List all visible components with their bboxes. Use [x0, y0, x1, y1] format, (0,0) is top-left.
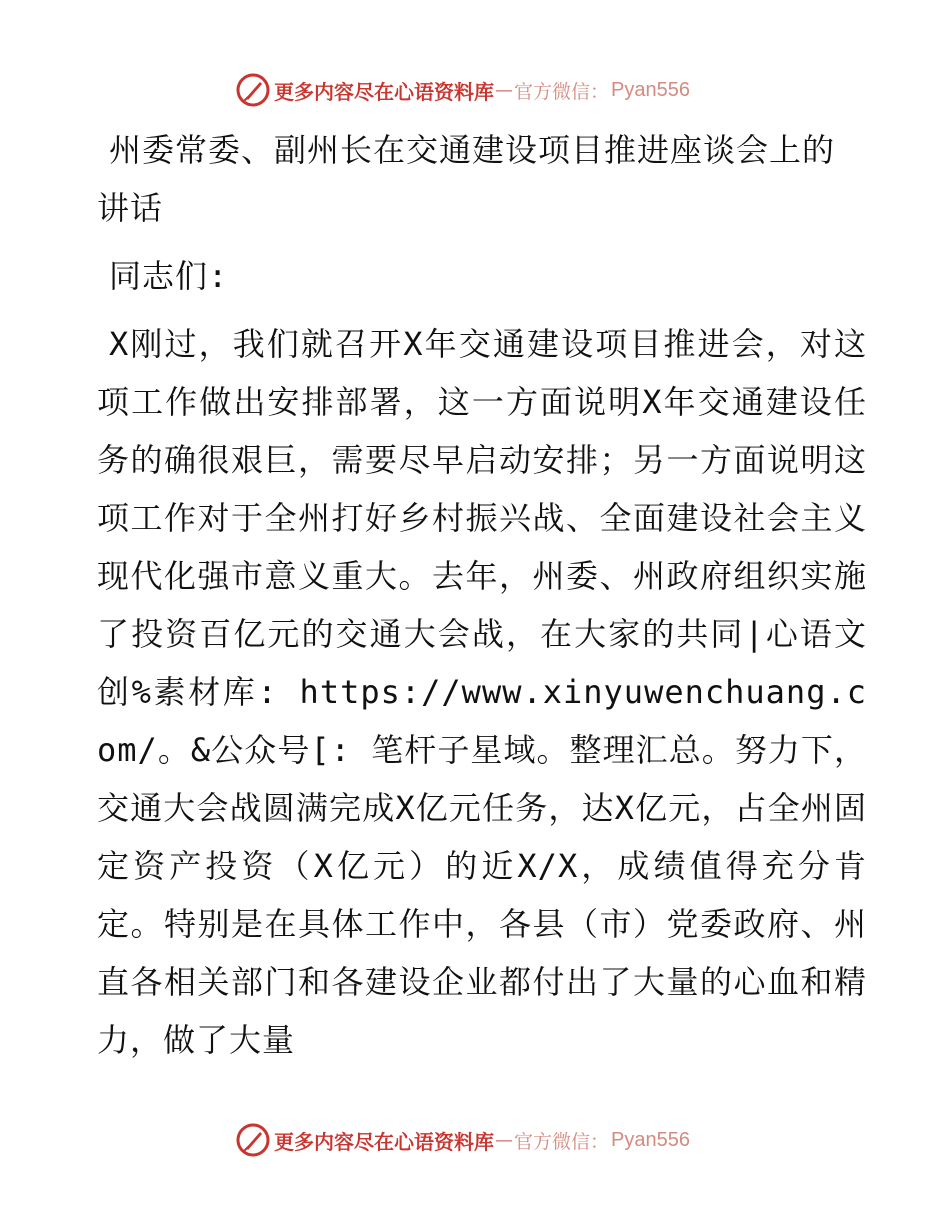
watermark-main-text: 更多内容尽在心语资料库 [274, 79, 494, 104]
watermark-banner-top [236, 72, 716, 108]
quill-logo-icon [236, 1123, 270, 1157]
watermark-side-text: 官方微信： [514, 80, 610, 103]
watermark-separator: — [495, 79, 513, 101]
salutation: 同志们: [109, 257, 229, 295]
watermark-banner-bottom [236, 1122, 716, 1158]
document-body [97, 121, 867, 1069]
watermark-side-text: 官方微信： [514, 1130, 610, 1153]
document-title: 州委常委、副州长在交通建设项目推进座谈会上的讲话 [97, 131, 836, 227]
body-paragraph: X刚过，我们就召开X年交通建设项目推进会，对这项工作做出安排部署，这一方面说明X年交通建设任务的确很艰巨，需要尽早启动安排；另一方面说明这项工作对于全州打好乡村振兴战、全面建设社会主义现代化强市意义重大。去年，州委、州政府组织实施了投资百亿元的交通大会战，在大家的共同|心语文创%素材库: https://www.xinyuwenchuang.com/。&公众号[: 笔杆子星域。整理汇总。努力下，交通大会战圆满完成X亿元任务，达X亿元，占全州固定资产投资（X亿元）的近X/X，成绩值得充分肯定。特别是在具体工作中，各县（市）党委政府、州直各相关部门和各建设企业都付出了大量的心血和精力，做了大量 [97, 325, 867, 1059]
watermark-wechat-id: Pyan556 [611, 78, 690, 101]
watermark-main-text: 更多内容尽在心语资料库 [274, 1129, 494, 1154]
watermark-wechat-id: Pyan556 [611, 1128, 690, 1151]
watermark-separator: — [495, 1129, 513, 1151]
quill-logo-icon [236, 73, 270, 107]
